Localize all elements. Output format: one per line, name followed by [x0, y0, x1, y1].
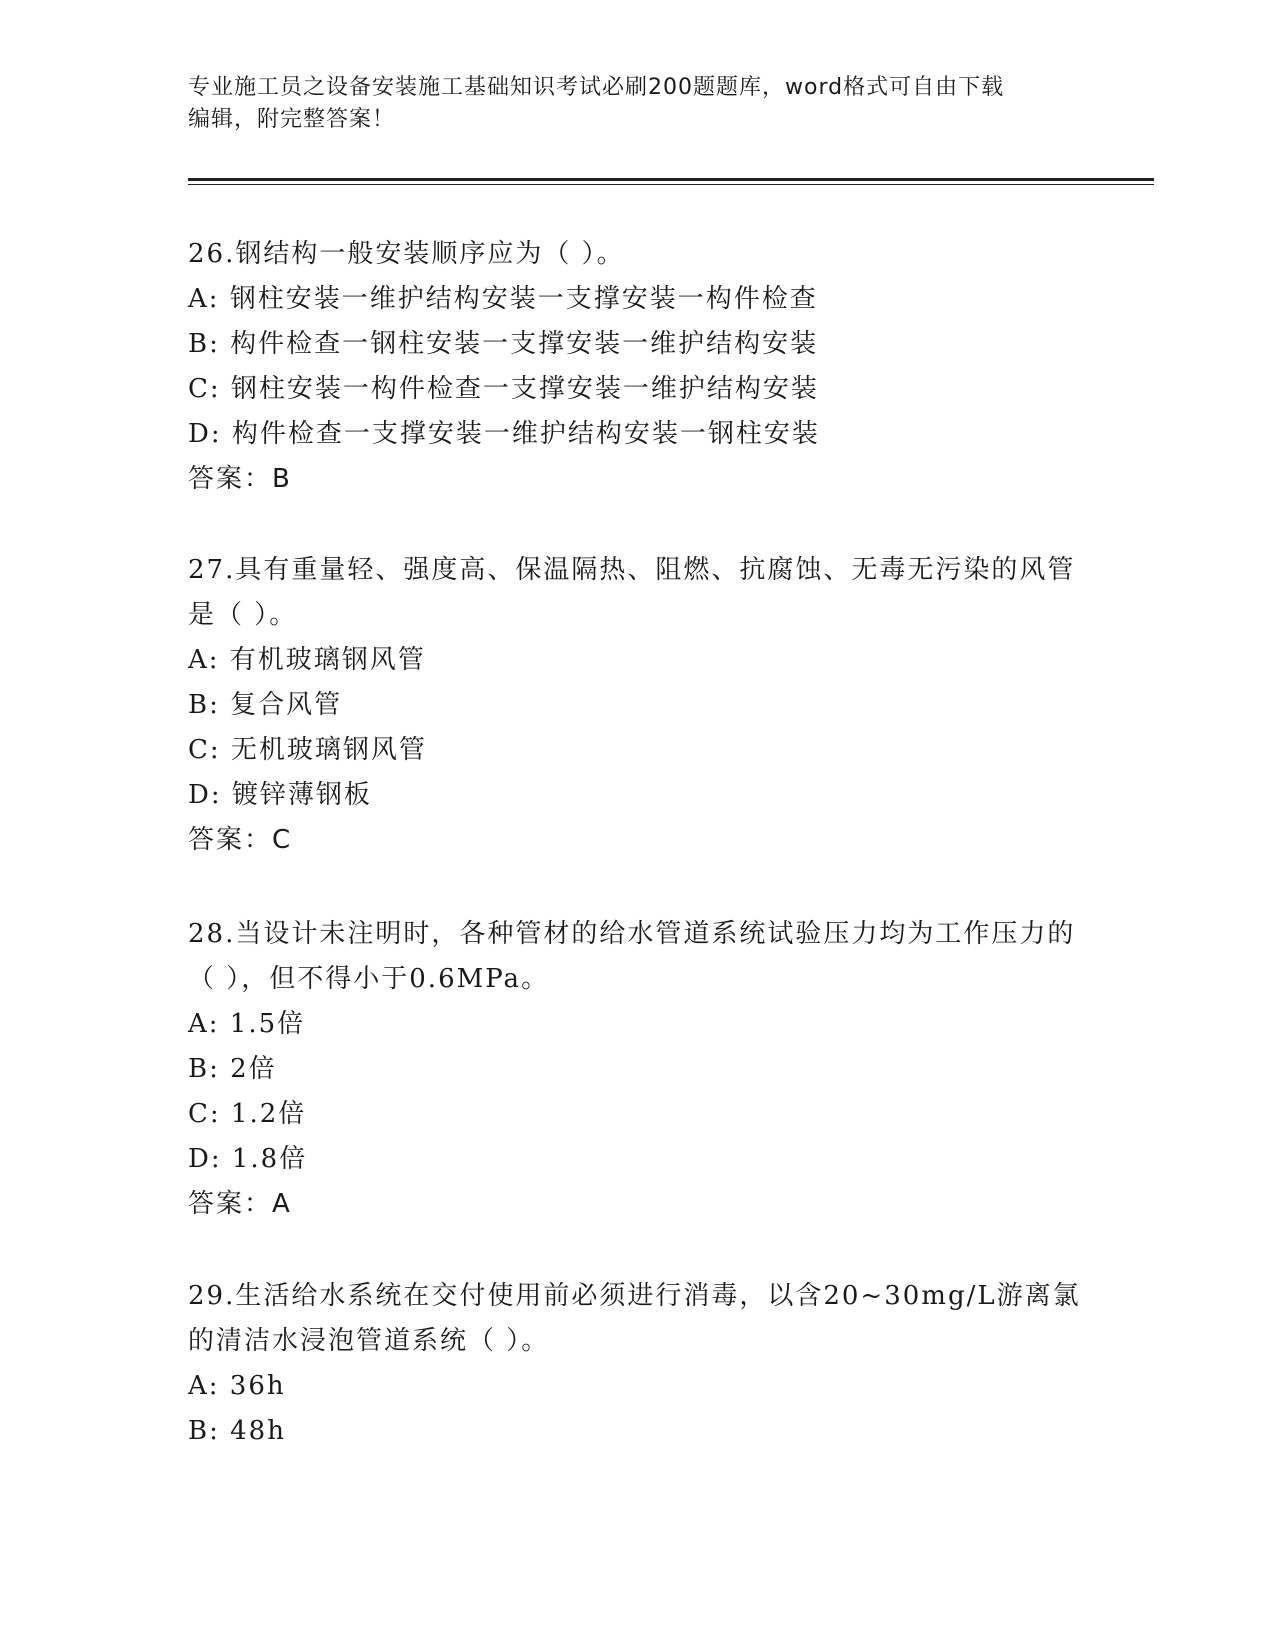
question-stem: 28.当设计未注明时，各种管材的给水管道系统试验压力均为工作压力的（ ），但不得小于0.6MPa。 [188, 919, 1076, 994]
answer: 答案：A [188, 1189, 292, 1219]
header-line-1: 专业施工员之设备安装施工基础知识考试必刷200题题库，word格式可自由下载 [188, 75, 1005, 100]
header-divider-thick [188, 178, 1154, 181]
option-a: A: 1.5倍 [188, 1009, 306, 1039]
question-28 [188, 912, 1088, 1227]
header-line-2: 编辑，附完整答案！ [188, 107, 396, 132]
option-a: A: 钢柱安装一维护结构安装一支撑安装一构件检查 [188, 284, 818, 314]
option-d: D: 镀锌薄钢板 [188, 780, 372, 810]
document-header [188, 72, 1088, 136]
question-stem: 27.具有重量轻、强度高、保温隔热、阻燃、抗腐蚀、无毒无污染的风管是（ ）。 [188, 555, 1076, 630]
option-d: D: 1.8倍 [188, 1144, 308, 1174]
option-c: C: 钢柱安装一构件检查一支撑安装一维护结构安装 [188, 374, 819, 404]
option-b: B: 48h [188, 1416, 286, 1446]
option-c: C: 无机玻璃钢风管 [188, 735, 427, 765]
answer: 答案：B [188, 464, 292, 494]
answer: 答案：C [188, 825, 293, 855]
option-a: A: 有机玻璃钢风管 [188, 645, 426, 675]
question-29 [188, 1274, 1088, 1454]
header-divider-thin [188, 184, 1154, 185]
option-b: B: 2倍 [188, 1054, 277, 1084]
option-a: A: 36h [188, 1371, 286, 1401]
option-d: D: 构件检查一支撑安装一维护结构安装一钢柱安装 [188, 419, 820, 449]
question-stem: 29.生活给水系统在交付使用前必须进行消毒，以含20~30mg/L游离氯的清洁水浸泡管道系统（ ）。 [188, 1281, 1081, 1356]
option-c: C: 1.2倍 [188, 1099, 307, 1129]
option-b: B: 构件检查一钢柱安装一支撑安装一维护结构安装 [188, 329, 819, 359]
question-27 [188, 548, 1088, 863]
option-b: B: 复合风管 [188, 690, 343, 720]
question-26 [188, 232, 1088, 502]
question-stem: 26.钢结构一般安装顺序应为（ ）。 [188, 239, 625, 269]
